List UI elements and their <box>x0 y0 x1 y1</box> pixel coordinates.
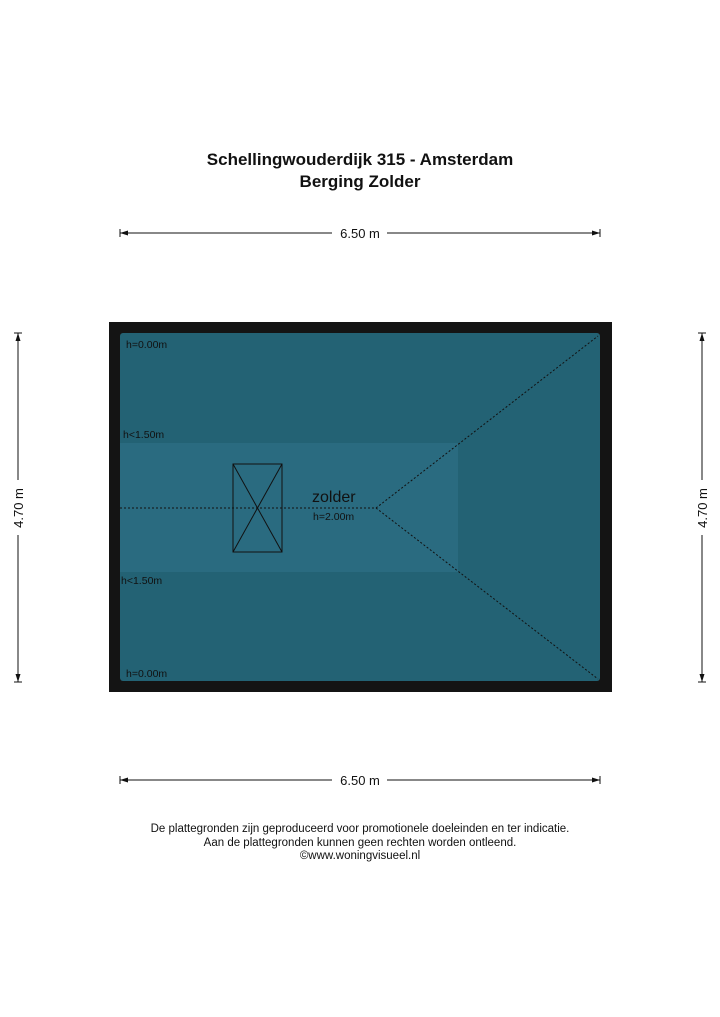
room-height: h=2.00m <box>313 511 355 523</box>
copyright-text: ©www.woningvisueel.nl <box>299 850 421 862</box>
left-dimension-label: 4.70 m <box>11 488 26 528</box>
left-dimension <box>11 333 26 682</box>
top-dimension-label: 6.50 m <box>340 226 380 241</box>
floor-title: Berging Zolder <box>299 172 421 191</box>
disclaimer-line-1: De plattegronden zijn geproduceerd voor promotionele doeleinden en ter indicatie. <box>150 823 570 835</box>
bottom-dimension-label: 6.50 m <box>340 773 380 788</box>
right-dimension-label: 4.70 m <box>695 488 710 528</box>
address-title: Schellingwouderdijk 315 - Amsterdam <box>206 150 514 169</box>
room-name: zolder <box>312 489 356 506</box>
height-label-lower-slope: h<1.50m <box>121 575 163 587</box>
height-label-top: h=0.00m <box>126 339 168 351</box>
height-label-bottom: h=0.00m <box>126 668 168 680</box>
bottom-dimension <box>120 773 600 788</box>
top-dimension <box>120 226 600 241</box>
disclaimer <box>0 823 720 864</box>
height-label-upper-slope: h<1.50m <box>123 429 165 441</box>
disclaimer-line-2: Aan de plattegronden kunnen geen rechten worden ontleend. <box>203 836 517 849</box>
right-dimension <box>695 333 710 682</box>
